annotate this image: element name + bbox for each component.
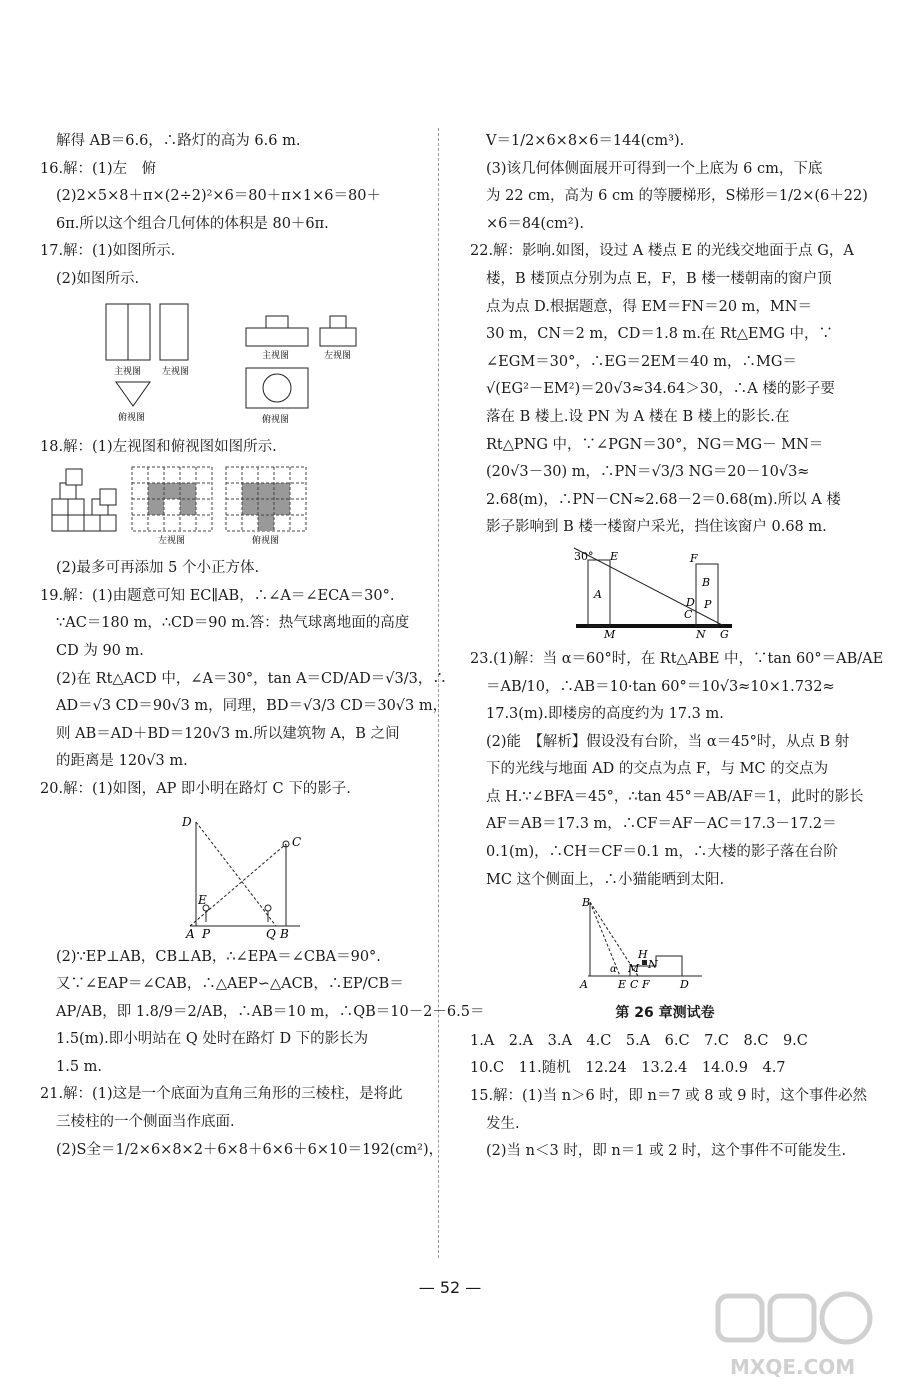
left-view-grid bbox=[132, 467, 212, 531]
label-G2: G bbox=[720, 627, 729, 641]
street-lamp-diagram bbox=[40, 808, 420, 941]
label-F3: F bbox=[642, 978, 650, 992]
label-Q: Q bbox=[266, 926, 276, 941]
text-line: 影子影响到 B 楼一楼窗户采光，挡住该窗户 0.68 m. bbox=[486, 519, 827, 536]
text-line: (2)能 【解析】假设没有台阶，当 α＝45°时，从点 B 射 bbox=[486, 733, 850, 750]
text-line: ＝AB/10，∴AB＝10·tan 60°＝10√3≈10×1.732≈ bbox=[486, 678, 835, 695]
label-A: A bbox=[186, 926, 195, 941]
text-line: 点为点 D.根据题意，得 EM＝FN＝20 m，MN＝ bbox=[486, 298, 812, 315]
problem-23: 23.(1)解：当 α＝60°时，在 Rt△ABE 中，∵tan 60°＝AB/AE bbox=[470, 650, 884, 667]
text-line: (2)如图所示. bbox=[56, 270, 140, 287]
text-line: 下的光线与地面 AD 的交点为点 F，与 MC 的交点为 bbox=[486, 761, 829, 778]
text-line: AP/AB，即 1.8/9＝2/AB，∴AB＝10 m，∴QB＝10－2－6.5＝ bbox=[56, 1003, 485, 1020]
text-line: 发生. bbox=[486, 1115, 520, 1132]
left-view-rect bbox=[160, 304, 188, 360]
text-line: 2.68(m)，∴PN－CN≈2.68－2＝0.68(m).所以 A 楼 bbox=[486, 491, 841, 508]
left-view-grid-caption: 左视图 bbox=[158, 536, 186, 547]
text-line: 6π.所以这个组合几何体的体积是 80＋6π. bbox=[56, 215, 329, 232]
watermark-logo bbox=[712, 1292, 882, 1382]
text-line: AD＝√3 CD＝90√3 m，同理，BD＝√3/3 CD＝30√3 m， bbox=[56, 698, 448, 715]
buildings-shadow-diagram bbox=[470, 546, 860, 640]
right-column bbox=[470, 128, 884, 1166]
text-line: CD 为 90 m. bbox=[56, 642, 144, 659]
text-line: 1.5(m).即小明站在 Q 处时在路灯 D 下的影长为 bbox=[56, 1031, 369, 1048]
label-F2: F bbox=[690, 551, 698, 565]
figure-18-views bbox=[40, 465, 420, 549]
text-line: (2)2×5×8＋π×(2÷2)²×6＝80＋π×1×6＝80＋ bbox=[56, 188, 381, 205]
label-M2: M bbox=[604, 627, 616, 641]
problem-17: 17.解：(1)如图所示. bbox=[40, 243, 176, 260]
label-E2: E bbox=[610, 549, 619, 563]
top-view-grid bbox=[226, 467, 306, 531]
label-N2: N bbox=[696, 627, 706, 641]
figure-23-stairs bbox=[470, 898, 860, 994]
text-line: 三棱柱的一个侧面当作底面. bbox=[56, 1114, 235, 1131]
text-line: (2)S全＝1/2×6×8×2＋6×8＋6×6＋6×10＝192(cm²)， bbox=[56, 1141, 444, 1158]
text-line: 则 AB＝AD＋BD＝120√3 m.所以建筑物 A，B 之间 bbox=[56, 725, 400, 742]
problem-16: 16.解：(1)左 俯 bbox=[40, 160, 157, 177]
top-view-caption: 俯视图 bbox=[118, 412, 146, 423]
label-30deg: 30° bbox=[574, 549, 594, 563]
left-view-caption: 左视图 bbox=[162, 366, 190, 377]
text-line: (2)在 Rt△ACD 中，∠A＝30°，tan A＝CD/AD＝√3/3，∴ bbox=[56, 670, 447, 687]
text-line: 解得 AB＝6.6，∴路灯的高为 6.6 m. bbox=[56, 133, 301, 149]
text-line: (2)最多可再添加 5 个小正方体. bbox=[56, 560, 260, 577]
text-line: 0.1(m)，∴CH＝CF＝0.1 m，∴大楼的影子落在台阶 bbox=[486, 844, 838, 861]
cube-stack-diagram bbox=[40, 465, 420, 549]
page-number: — 52 — bbox=[418, 1278, 482, 1297]
column-divider bbox=[438, 128, 439, 1258]
label-E: E bbox=[198, 892, 207, 907]
main-view-2-caption: 主视图 bbox=[262, 350, 290, 361]
label-A2: A bbox=[594, 587, 602, 601]
section-title: 第 26 章测试卷 bbox=[615, 1005, 715, 1022]
label-P2: P bbox=[704, 597, 712, 611]
label-C: C bbox=[292, 834, 302, 849]
answers-row-1: 1.A 2.A 3.A 4.C 5.A 6.C 7.C 8.C 9.C bbox=[470, 1032, 808, 1049]
problem-22: 22.解：影响.如图，设过 A 楼点 E 的光线交地面于点 G，A bbox=[470, 243, 854, 260]
watermark-logo-art bbox=[712, 1292, 882, 1382]
label-B: B bbox=[280, 926, 289, 941]
label-C3: C bbox=[630, 978, 639, 992]
problem-21: 21.解：(1)这是一个底面为直角三角形的三棱柱，是将此 bbox=[40, 1086, 403, 1103]
label-C2: C bbox=[684, 607, 693, 621]
top-view-2-caption: 俯视图 bbox=[262, 414, 290, 425]
text-line: 楼，B 楼顶点分别为点 E，F，B 楼一楼朝南的窗户顶 bbox=[486, 270, 832, 287]
figure-22-buildings bbox=[470, 546, 860, 640]
label-B3: B bbox=[582, 896, 591, 910]
label-D2: D bbox=[686, 595, 695, 609]
top-view-2-circle bbox=[263, 374, 291, 402]
text-line: 的距离是 120√3 m. bbox=[56, 753, 188, 770]
text-line: (2)当 n＜3 时，即 n＝1 或 2 时，这个事件不可能发生. bbox=[486, 1143, 847, 1160]
label-N3: N bbox=[648, 958, 658, 972]
label-B2: B bbox=[702, 575, 711, 589]
text-line: AF＝AB＝17.3 m，∴CF＝AF－AC＝17.3－17.2＝ bbox=[486, 816, 837, 833]
text-line: 30 m，CN＝2 m，CD＝1.8 m.在 Rt△EMG 中，∵ bbox=[486, 326, 834, 343]
svg-text:MXQE.COM: MXQE.COM bbox=[730, 1355, 856, 1379]
text-line: Rt△PNG 中，∵∠PGN＝30°，NG＝MG－ MN＝ bbox=[486, 436, 824, 453]
problem-19: 19.解：(1)由题意可知 EC∥AB，∴∠A＝∠ECA＝30°. bbox=[40, 587, 395, 604]
label-P: P bbox=[202, 926, 211, 941]
text-line: (20√3－30) m，∴PN＝√3/3 NG＝20－10√3≈ bbox=[486, 464, 810, 481]
label-D3: D bbox=[680, 978, 689, 992]
three-views-diagram bbox=[40, 298, 420, 428]
left-column bbox=[40, 128, 485, 1164]
stairs-shadow-diagram bbox=[470, 898, 860, 994]
figure-17-views bbox=[40, 298, 420, 428]
label-H3: H bbox=[638, 948, 648, 962]
text-line: ∠EGM＝30°，∴EG＝2EM＝40 m，∴MG＝ bbox=[486, 353, 797, 370]
text-line: (3)该几何体侧面展开可得到一个上底为 6 cm，下底 bbox=[486, 160, 823, 177]
top-view-grid-caption: 俯视图 bbox=[252, 536, 280, 547]
text-line: 又∵∠EAP＝∠CAB，∴△AEP∽△ACB，∴EP/CB＝ bbox=[56, 976, 404, 993]
problem-20: 20.解：(1)如图，AP 即小明在路灯 C 下的影子. bbox=[40, 780, 351, 797]
left-view-2-base bbox=[320, 328, 356, 346]
label-A3: A bbox=[580, 978, 588, 992]
main-view-2-base bbox=[246, 328, 308, 346]
text-line: 为 22 cm，高为 6 cm 的等腰梯形，S梯形＝1/2×(6＋22) bbox=[486, 188, 868, 205]
problem-18: 18.解：(1)左视图和俯视图如图所示. bbox=[40, 438, 277, 455]
text-line: 点 H.∵∠BFA＝45°，∴tan 45°＝AB/AF＝1，此时的影长 bbox=[486, 788, 864, 805]
text-line: 落在 B 楼上.设 PN 为 A 楼在 B 楼上的影长.在 bbox=[486, 408, 790, 425]
text-line: √(EG²－EM²)＝20√3≈34.64＞30，∴A 楼的影子要 bbox=[486, 381, 835, 398]
text-line: (2)∵EP⊥AB，CB⊥AB，∴∠EPA＝∠CBA＝90°. bbox=[56, 948, 381, 965]
text-line: ×6＝84(cm²). bbox=[486, 215, 584, 232]
figure-20-lamp bbox=[40, 808, 420, 941]
label-E3: E bbox=[618, 978, 627, 992]
label-alpha: α bbox=[610, 964, 617, 976]
text-line: V＝1/2×6×8×6＝144(cm³). bbox=[486, 133, 685, 149]
top-view-triangle bbox=[116, 382, 150, 406]
text-line: 1.5 m. bbox=[56, 1058, 103, 1075]
text-line: 17.3(m).即楼房的高度约为 17.3 m. bbox=[486, 706, 724, 723]
problem-15: 15.解：(1)当 n＞6 时，即 n＝7 或 8 或 9 时，这个事件必然 bbox=[470, 1088, 868, 1105]
label-M3: M bbox=[628, 962, 640, 976]
left-view-2-caption: 左视图 bbox=[324, 350, 352, 361]
answers-row-2: 10.C 11.随机 12.24 13.2.4 14.0.9 4.7 bbox=[470, 1060, 786, 1077]
text-line: ∵AC＝180 m，∴CD＝90 m.答：热气球离地面的高度 bbox=[56, 615, 410, 632]
main-view-caption: 主视图 bbox=[114, 366, 142, 377]
label-D: D bbox=[182, 814, 192, 829]
text-line: MC 这个侧面上，∴小猫能晒到太阳. bbox=[486, 871, 725, 888]
